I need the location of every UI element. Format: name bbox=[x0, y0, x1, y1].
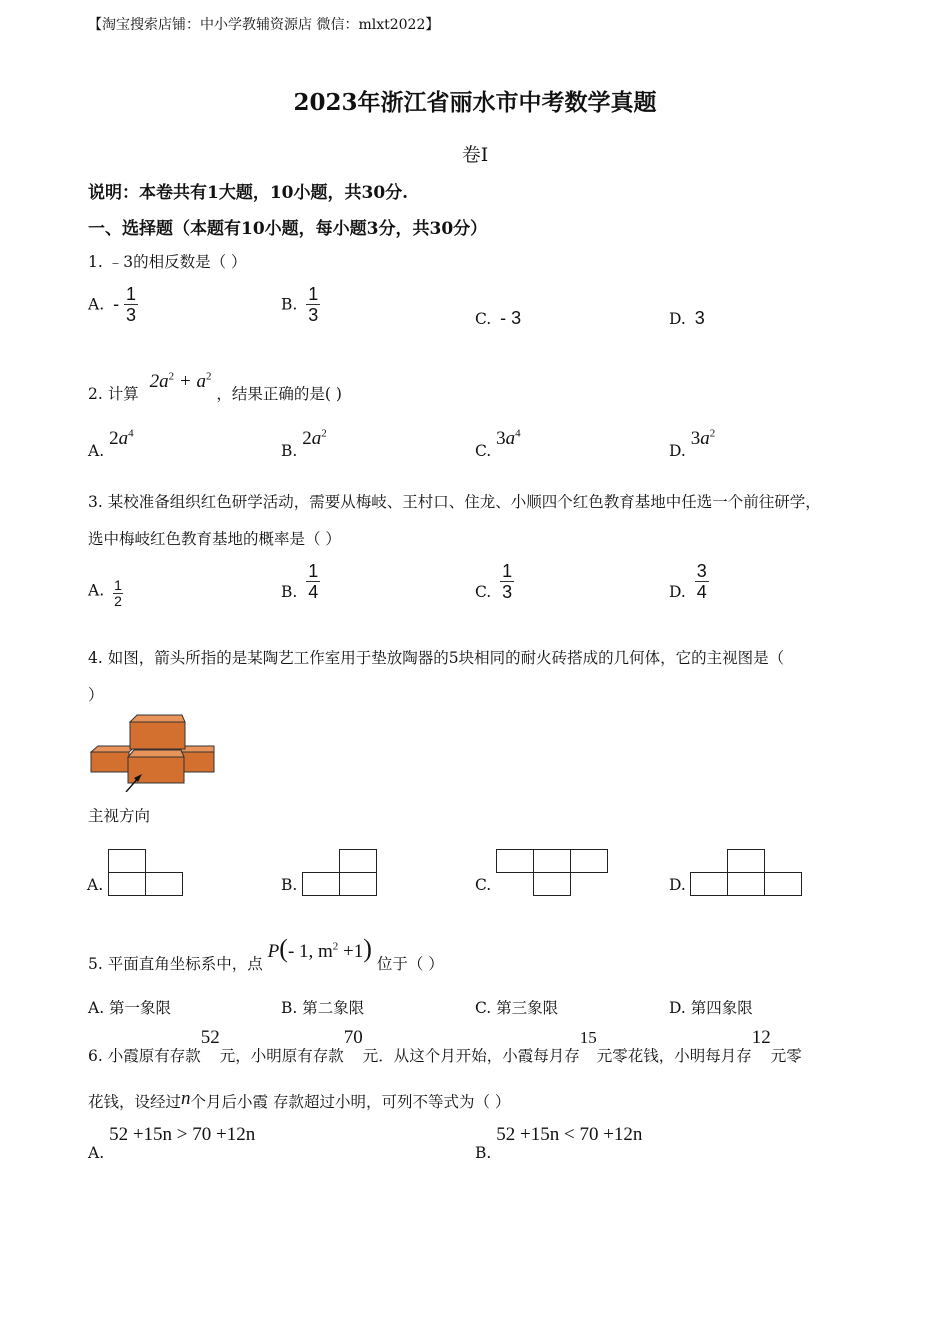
number: 70 bbox=[343, 1027, 363, 1048]
q6-option-b bbox=[475, 1124, 643, 1162]
q5-option-c: C. 第三象限 bbox=[475, 999, 559, 1017]
q3-option-b bbox=[281, 561, 320, 602]
option-label: C. bbox=[475, 310, 492, 328]
variable: a bbox=[311, 428, 322, 450]
q5-option-a: A. 第一象限 bbox=[88, 999, 172, 1017]
option-value bbox=[496, 428, 521, 449]
stem-text: 元，小明原有存款 bbox=[219, 1047, 344, 1065]
q4-option-d-view bbox=[690, 849, 804, 897]
number: 15 bbox=[579, 1028, 597, 1047]
section-heading: 一、选择题（本题有10小题，每小题3分，共30分） bbox=[88, 219, 488, 239]
numerator: 1 bbox=[114, 577, 122, 593]
numerator: 1 bbox=[125, 284, 136, 304]
exponent: 2 bbox=[321, 428, 327, 440]
stem-text: 元零 bbox=[770, 1047, 802, 1065]
q2-option-c bbox=[475, 428, 521, 461]
q4-option-b-view bbox=[302, 849, 378, 897]
page-title: 2023年浙江省丽水市中考数学真题 bbox=[293, 89, 657, 116]
stem-text: 2. 计算 bbox=[88, 385, 139, 403]
option-label: C. bbox=[475, 582, 492, 601]
q4-option-c-view bbox=[496, 849, 610, 897]
option-label: B. bbox=[281, 442, 298, 461]
variable: a bbox=[118, 428, 129, 450]
denominator: 2 bbox=[114, 593, 122, 609]
denominator: 4 bbox=[696, 582, 707, 602]
term: 2a bbox=[149, 371, 169, 392]
fraction bbox=[306, 561, 320, 602]
stem-text: 元零花钱，小明每月存 bbox=[596, 1047, 752, 1065]
q4-option-c-label: C. bbox=[475, 876, 492, 894]
q2-option-a bbox=[88, 428, 134, 461]
option-value: 52 +15n < 70 +12n bbox=[496, 1124, 643, 1145]
expression bbox=[150, 371, 212, 392]
term: + a bbox=[174, 371, 206, 392]
number: 12 bbox=[751, 1027, 771, 1048]
stem-text: 个月后小霞 存款超过小明，可列不等式为（ ） bbox=[190, 1093, 511, 1111]
minus-sign: - bbox=[113, 294, 120, 314]
denominator: 4 bbox=[308, 582, 319, 602]
variable: n bbox=[181, 1088, 191, 1109]
option-label: C. bbox=[475, 442, 492, 461]
option-label: B. bbox=[281, 295, 298, 314]
numerator: 1 bbox=[502, 561, 513, 581]
stem-text: 花钱，设经过 bbox=[88, 1093, 182, 1111]
coefficient: 3 bbox=[690, 428, 701, 450]
option-label: D. bbox=[669, 582, 686, 601]
coordinate-text: +1 bbox=[338, 941, 364, 962]
question-6-stem-line1 bbox=[88, 1026, 802, 1065]
brick-figure bbox=[88, 712, 220, 792]
option-label: A. bbox=[88, 1144, 105, 1162]
figure-caption: 主视方向 bbox=[88, 807, 151, 825]
stem-text: 5. 平面直角坐标系中，点 bbox=[88, 955, 263, 973]
option-value bbox=[691, 428, 716, 449]
stem-text: 6. 小霞原有存款 bbox=[88, 1047, 201, 1065]
denominator: 3 bbox=[502, 582, 513, 602]
stem-text: ，结果正确的是( ) bbox=[216, 385, 342, 403]
option-label: D. bbox=[669, 310, 686, 328]
point-name: P bbox=[267, 941, 280, 962]
q3-option-a bbox=[88, 572, 123, 609]
coefficient: 2 bbox=[302, 428, 312, 450]
option-label: A. bbox=[88, 295, 105, 314]
fraction bbox=[113, 578, 123, 609]
question-1-stem: 1. ﹣3的相反数是（ ） bbox=[88, 253, 247, 271]
fraction bbox=[695, 561, 709, 602]
fraction bbox=[306, 284, 320, 325]
option-label: B. bbox=[475, 1144, 492, 1162]
question-3-stem-line1: 3. 某校准备组织红色研学活动，需要从梅岐、王村口、住龙、小顺四个红色教育基地中任选一个前往研学， bbox=[88, 493, 821, 511]
option-value bbox=[302, 428, 327, 449]
q1-option-d bbox=[669, 308, 705, 329]
q1-option-a bbox=[88, 284, 138, 325]
option-label: B. bbox=[281, 582, 298, 601]
variable: a bbox=[505, 428, 516, 450]
question-3-stem-line2: 选中梅岐红色教育基地的概率是（ ） bbox=[88, 530, 341, 548]
option-label: A. bbox=[88, 581, 105, 600]
q5-option-d: D. 第四象限 bbox=[669, 999, 753, 1017]
variable: a bbox=[700, 428, 710, 450]
q3-option-d bbox=[669, 561, 709, 602]
q5-option-b: B. 第二象限 bbox=[281, 999, 365, 1017]
exponent: 2 bbox=[168, 370, 175, 383]
exponent: 2 bbox=[205, 370, 212, 383]
volume-label: 卷Ⅰ bbox=[461, 144, 489, 166]
q2-option-d bbox=[669, 428, 716, 461]
numerator: 1 bbox=[308, 561, 319, 581]
q4-option-b-label: B. bbox=[281, 876, 298, 894]
coefficient: 3 bbox=[496, 428, 506, 450]
q2-option-b bbox=[281, 428, 327, 461]
exponent: 2 bbox=[332, 940, 339, 953]
numerator: 3 bbox=[696, 561, 707, 581]
option-label: A. bbox=[88, 442, 105, 461]
question-2-stem bbox=[88, 370, 342, 403]
number: 52 bbox=[200, 1027, 220, 1048]
option-value: 52 +15n > 70 +12n bbox=[109, 1124, 256, 1145]
q4-option-a-view bbox=[108, 849, 184, 897]
q1-option-b bbox=[281, 284, 320, 325]
numerator: 1 bbox=[308, 284, 319, 304]
exponent: 4 bbox=[515, 428, 521, 440]
stem-text: 元．从这个月开始，小霞每月存 bbox=[362, 1047, 580, 1065]
option-value: 3 bbox=[694, 308, 705, 328]
q3-option-c bbox=[475, 561, 514, 602]
q6-option-a bbox=[88, 1124, 256, 1162]
q4-option-a-label: A. bbox=[87, 876, 104, 894]
option-label: D. bbox=[669, 442, 686, 461]
q1-option-c bbox=[475, 308, 521, 329]
question-5-stem bbox=[88, 934, 444, 973]
exponent: 2 bbox=[709, 428, 716, 440]
exponent: 4 bbox=[128, 428, 134, 440]
denominator: 3 bbox=[308, 305, 319, 325]
stem-text: 位于（ ） bbox=[376, 955, 444, 973]
denominator: 3 bbox=[125, 305, 136, 325]
fraction bbox=[500, 561, 514, 602]
option-value bbox=[109, 428, 134, 449]
question-4-stem-line1: 4. 如图，箭头所指的是某陶艺工作室用于垫放陶器的5块相同的耐火砖搭成的几何体，它的主视图是（ bbox=[88, 649, 785, 667]
point-expression: P(- 1, $m^2 +1$) bbox=[267, 934, 372, 963]
fraction bbox=[124, 284, 138, 325]
header-note: 【淘宝搜索店铺：中小学教辅资源店 微信：mlxt2022】 bbox=[88, 17, 440, 33]
option-value: - 3 bbox=[500, 308, 522, 328]
instructions: 说明：本卷共有1大题，10小题，共30分. bbox=[88, 183, 409, 203]
coordinate-text: - 1, m bbox=[287, 941, 333, 962]
question-6-stem-line2 bbox=[88, 1090, 510, 1113]
question-4-stem-line2: ） bbox=[88, 686, 104, 704]
coefficient: 2 bbox=[109, 428, 119, 450]
q4-option-d-label: D. bbox=[669, 876, 686, 894]
